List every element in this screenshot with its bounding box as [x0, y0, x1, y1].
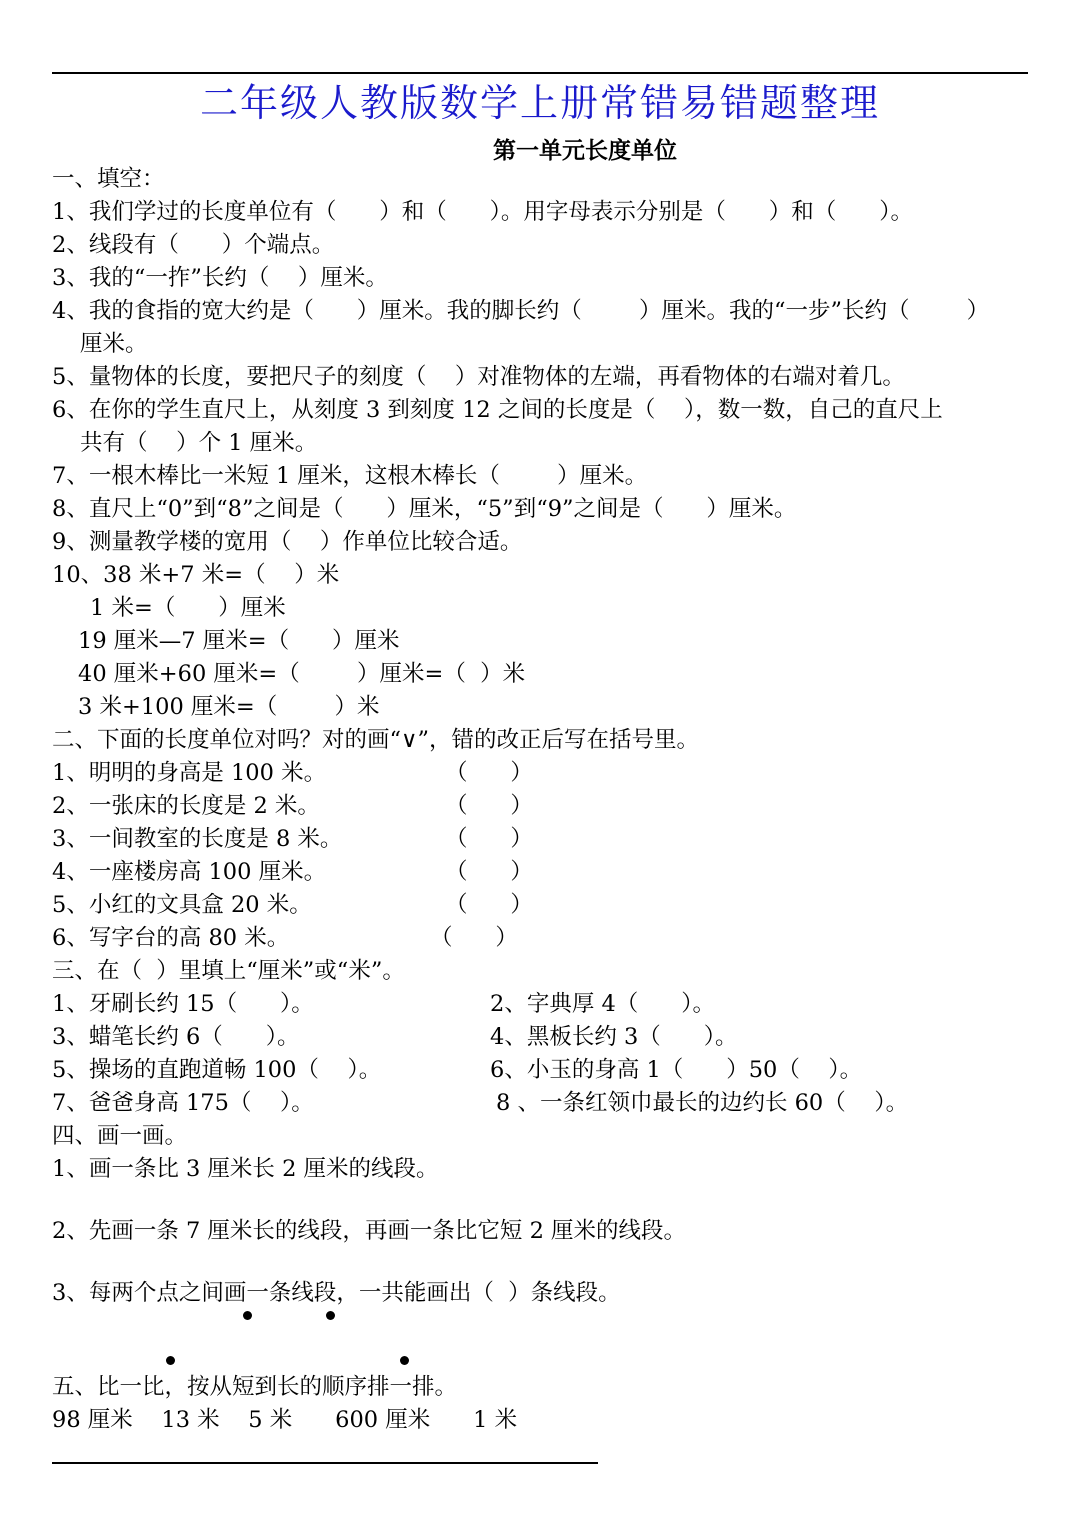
section-1-heading: 一、填空： — [52, 166, 165, 192]
question-1-10-b: 1 米=（ ）厘米 — [90, 595, 286, 621]
page-title: 二年级人教版数学上册常错易错题整理 — [199, 81, 880, 125]
judge-item: 6、写字台的高 80 米。 — [52, 925, 290, 951]
section-2-heading: 二、下面的长度单位对吗？对的画“∨”，错的改正后写在括号里。 — [52, 727, 699, 753]
question-1-2: 2、线段有（ ）个端点。 — [52, 232, 335, 258]
question-1-10-c: 19 厘米—7 厘米=（ ）厘米 — [78, 628, 400, 654]
point-dot — [166, 1356, 175, 1365]
unit-fill-item: 8 、一条红领巾最长的边约长 60（ ）。 — [496, 1090, 909, 1116]
judge-item: 1、明明的身高是 100 米。 — [52, 760, 327, 786]
question-4-2: 2、先画一条 7 厘米长的线段，再画一条比它短 2 厘米的线段。 — [52, 1218, 687, 1244]
judge-item: 5、小红的文具盒 20 米。 — [52, 892, 312, 918]
judge-item: 4、一座楼房高 100 厘米。 — [52, 859, 327, 885]
compare-values: 98 厘米 13 米 5 米 600 厘米 1 米 — [52, 1407, 518, 1433]
section-3-heading: 三、在（ ）里填上“厘米”或“米”。 — [52, 958, 405, 984]
question-1-6: 6、在你的学生直尺上，从刻度 3 到刻度 12 之间的长度是（ ），数一数，自己的直尺上 — [52, 397, 943, 423]
judge-paren: （ ） — [445, 760, 533, 786]
unit-subtitle: 第一单元长度单位 — [493, 137, 677, 164]
point-dot — [326, 1311, 335, 1320]
question-1-3: 3、我的“一拃”长约（ ）厘米。 — [52, 265, 388, 291]
judge-paren: （ ） — [445, 892, 533, 918]
section-5-heading: 五、比一比，按从短到长的顺序排一排。 — [52, 1374, 458, 1400]
judge-item: 2、一张床的长度是 2 米。 — [52, 793, 320, 819]
section-4-heading: 四、画一画。 — [52, 1123, 188, 1149]
question-1-4: 4、我的食指的宽大约是（ ）厘米。我的脚长约（ ）厘米。我的“一步”长约（ ） — [52, 298, 990, 324]
question-1-6-cont: 共有（ ）个 1 厘米。 — [80, 430, 318, 456]
unit-fill-item: 7、爸爸身高 175（ ）。 — [52, 1090, 314, 1116]
unit-fill-item: 6、小玉的身高 1（ ）50（ ）。 — [490, 1057, 863, 1083]
judge-item: 3、一间教室的长度是 8 米。 — [52, 826, 343, 852]
bottom-rule — [52, 1462, 598, 1464]
point-dot — [243, 1311, 252, 1320]
question-1-10-d: 40 厘米+60 厘米=（ ）厘米=（ ）米 — [78, 661, 526, 687]
question-1-8: 8、直尺上“0”到“8”之间是（ ）厘米，“5”到“9”之间是（ ）厘米。 — [52, 496, 797, 522]
judge-paren: （ ） — [430, 925, 518, 951]
question-1-7: 7、一根木棒比一米短 1 厘米，这根木棒长（ ）厘米。 — [52, 463, 648, 489]
question-4-1: 1、画一条比 3 厘米长 2 厘米的线段。 — [52, 1156, 439, 1182]
question-1-1: 1、我们学过的长度单位有（ ）和（ ）。用字母表示分别是（ ）和（ ）。 — [52, 199, 913, 225]
unit-fill-item: 3、蜡笔长约 6（ ）。 — [52, 1024, 300, 1050]
unit-fill-item: 4、黑板长约 3（ ）。 — [490, 1024, 738, 1050]
question-1-10-e: 3 米+100 厘米=（ ）米 — [78, 694, 380, 720]
unit-fill-item: 2、字典厚 4（ ）。 — [490, 991, 715, 1017]
question-4-3: 3、每两个点之间画一条线段，一共能画出（ ）条线段。 — [52, 1280, 621, 1306]
point-dot — [400, 1356, 409, 1365]
question-1-9: 9、测量教学楼的宽用（ ）作单位比较合适。 — [52, 529, 523, 555]
question-1-10: 10、38 米+7 米=（ ）米 — [52, 562, 340, 588]
unit-fill-item: 5、操场的直跑道畅 100（ ）。 — [52, 1057, 382, 1083]
unit-fill-item: 1、牙刷长约 15（ ）。 — [52, 991, 314, 1017]
question-1-5: 5、量物体的长度，要把尺子的刻度（ ）对准物体的左端，再看物体的右端对着几。 — [52, 364, 905, 390]
judge-paren: （ ） — [445, 826, 533, 852]
judge-paren: （ ） — [445, 859, 533, 885]
question-1-4-cont: 厘米。 — [80, 331, 148, 357]
judge-paren: （ ） — [445, 793, 533, 819]
